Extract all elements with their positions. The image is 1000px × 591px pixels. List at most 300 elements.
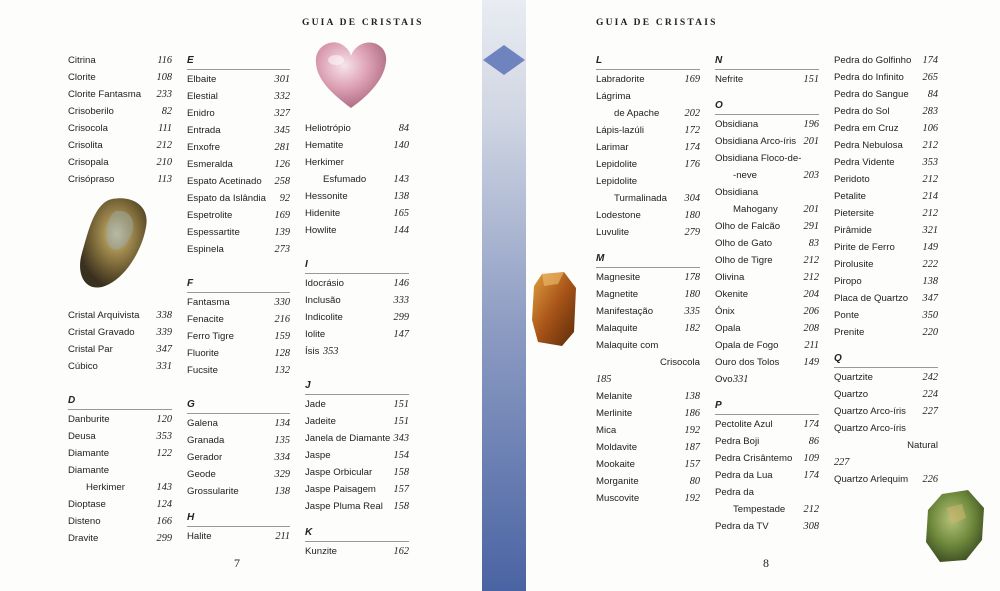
entry-name: Pedra da Lua <box>715 470 773 481</box>
entry-name: Melanite <box>596 391 633 402</box>
entry-name: Gerador <box>187 452 223 463</box>
entry-page: 212 <box>922 208 938 219</box>
entry-name: Ovo <box>715 374 733 385</box>
index-entry <box>305 137 409 154</box>
entry-name: Entrada <box>187 125 221 136</box>
entry-name: Pedra Nebulosa <box>834 140 903 151</box>
index-column-6 <box>834 52 938 488</box>
index-entry <box>187 88 290 105</box>
index-entry <box>834 471 938 488</box>
entry-name: Galena <box>187 418 218 429</box>
index-entry <box>305 343 409 360</box>
index-entry <box>596 71 700 88</box>
entry-page: 201 <box>803 136 819 147</box>
index-entry <box>834 307 938 324</box>
section-letter: I <box>305 256 409 274</box>
index-entry <box>834 369 938 386</box>
index-entry <box>834 52 938 69</box>
index-entry <box>68 445 172 462</box>
entry-name: Indicolite <box>305 312 343 323</box>
index-entry <box>305 543 409 560</box>
entry-page: 350 <box>922 310 938 321</box>
index-entry <box>305 430 409 447</box>
entry-name: Danburite <box>68 414 110 425</box>
entry-name: Jaspe Pluma Real <box>305 501 383 512</box>
entry-page: 134 <box>274 418 290 429</box>
entry-name: Cristal Par <box>68 344 113 355</box>
entry-name: Esmeralda <box>187 159 233 170</box>
index-entry <box>187 294 290 311</box>
entry-page: 211 <box>275 531 290 542</box>
entry-name: Pedra do Infinito <box>834 72 904 83</box>
entry-name: Crisoberilo <box>68 106 114 117</box>
section-letter: H <box>187 509 290 527</box>
index-entry <box>187 224 290 241</box>
index-entry <box>596 286 700 303</box>
entry-name: Crisópraso <box>68 174 115 185</box>
index-entry <box>596 490 700 507</box>
entry-page: 242 <box>922 372 938 383</box>
entry-page: 233 <box>156 89 172 100</box>
entry-name: Olho de Tigre <box>715 255 773 266</box>
entry-page: 174 <box>803 470 819 481</box>
entry-page: 165 <box>393 208 409 219</box>
index-entry <box>596 456 700 473</box>
entry-name: Olivina <box>715 272 745 283</box>
page-header: GUIA DE CRISTAIS <box>596 18 718 28</box>
entry-page: 279 <box>684 227 700 238</box>
index-entry <box>715 433 819 450</box>
entry-page: 329 <box>274 469 290 480</box>
entry-page: 333 <box>393 295 409 306</box>
index-entry <box>596 337 700 354</box>
entry-page: 113 <box>157 174 172 185</box>
entry-name: Okenite <box>715 289 749 300</box>
entry-name: Deusa <box>68 431 96 442</box>
entry-name: Espato Acetinado <box>187 176 262 187</box>
index-entry <box>834 420 938 437</box>
entry-page: 162 <box>393 546 409 557</box>
entry-page: 196 <box>803 119 819 130</box>
entry-page: 157 <box>684 459 700 470</box>
entry-name: Fantasma <box>187 297 230 308</box>
entry-name: Idocrásio <box>305 278 344 289</box>
index-entry <box>68 52 172 69</box>
index-entry <box>834 120 938 137</box>
index-entry <box>596 354 700 371</box>
index-entry <box>305 498 409 515</box>
entry-page: 147 <box>393 329 409 340</box>
right-page <box>526 0 1000 591</box>
entry-page: 201 <box>803 204 819 215</box>
section-letter: M <box>596 250 700 268</box>
entry-name: Espinela <box>187 244 224 255</box>
index-entry <box>596 207 700 224</box>
entry-page: 108 <box>156 72 172 83</box>
entry-page: 304 <box>684 193 700 204</box>
index-entry <box>68 137 172 154</box>
entry-name: Howlite <box>305 225 337 236</box>
entry-page: 335 <box>684 306 700 317</box>
entry-page: 227 <box>922 406 938 417</box>
entry-page: 353 <box>156 431 172 442</box>
entry-page: 84 <box>398 123 409 134</box>
entry-name: Tempestade <box>733 504 786 515</box>
entry-page: 299 <box>156 533 172 544</box>
index-entry <box>834 171 938 188</box>
entry-page: 151 <box>393 416 409 427</box>
index-entry <box>68 358 172 375</box>
index-entry <box>596 303 700 320</box>
index-entry <box>68 86 172 103</box>
entry-page: 143 <box>393 174 409 185</box>
entry-name: Espato da Islândia <box>187 193 266 204</box>
entry-name: Lápis-lazúli <box>596 125 644 136</box>
agate-stone-icon <box>72 193 152 293</box>
section-letter: P <box>715 397 819 415</box>
index-entry <box>834 256 938 273</box>
index-entry <box>305 205 409 222</box>
entry-page: 174 <box>803 419 819 430</box>
entry-name: Larimar <box>596 142 629 153</box>
index-entry <box>715 371 819 388</box>
index-entry <box>715 286 819 303</box>
entry-page: 116 <box>157 55 172 66</box>
section-letter: K <box>305 524 409 542</box>
entry-page: 192 <box>684 425 700 436</box>
entry-page: 158 <box>393 501 409 512</box>
index-entry <box>596 139 700 156</box>
index-entry <box>715 450 819 467</box>
entry-page: 204 <box>803 289 819 300</box>
entry-page: 216 <box>274 314 290 325</box>
entry-name: Grossularite <box>187 486 239 497</box>
entry-page: 212 <box>803 255 819 266</box>
entry-name: Ferro Tigre <box>187 331 234 342</box>
entry-page: 80 <box>689 476 700 487</box>
index-entry <box>187 432 290 449</box>
entry-page: 172 <box>684 125 700 136</box>
index-entry <box>834 386 938 403</box>
entry-page: 222 <box>922 259 938 270</box>
entry-name: Crisolita <box>68 140 103 151</box>
rose-quartz-heart-icon <box>312 38 390 112</box>
page-number: 7 <box>234 556 240 570</box>
entry-name: Quartzo Arlequim <box>834 474 909 485</box>
entry-name: Crisocola <box>660 357 700 368</box>
entry-page: 151 <box>803 74 819 85</box>
entry-name: Obsidiana <box>715 119 759 130</box>
index-entry <box>187 207 290 224</box>
entry-name: Piropo <box>834 276 862 287</box>
index-entry <box>715 320 819 337</box>
entry-name: Jadeite <box>305 416 336 427</box>
entry-page: 258 <box>274 176 290 187</box>
index-entry <box>187 345 290 362</box>
entry-name: Moldavite <box>596 442 638 453</box>
entry-page: 185 <box>596 374 612 385</box>
section-letter: F <box>187 275 290 293</box>
index-entry <box>187 466 290 483</box>
index-entry <box>187 415 290 432</box>
amber-crystal-icon <box>528 270 580 348</box>
entry-page: 86 <box>808 436 819 447</box>
index-entry <box>834 290 938 307</box>
index-entry <box>68 171 172 188</box>
index-entry <box>834 239 938 256</box>
entry-name: Pedra da TV <box>715 521 769 532</box>
entry-name: Fluorite <box>187 348 219 359</box>
entry-name: Herkimer <box>305 157 344 168</box>
index-entry <box>834 154 938 171</box>
section-letter: N <box>715 52 819 70</box>
entry-page: 159 <box>274 331 290 342</box>
entry-page: 273 <box>274 244 290 255</box>
entry-page: 353 <box>922 157 938 168</box>
entry-page: 182 <box>684 323 700 334</box>
index-entry <box>305 326 409 343</box>
entry-name: Luvulite <box>596 227 630 238</box>
entry-name: Nefrite <box>715 74 744 85</box>
index-entry <box>715 167 819 184</box>
index-entry <box>68 324 172 341</box>
index-entry <box>596 405 700 422</box>
entry-name: Labradorite <box>596 74 645 85</box>
index-entry <box>305 120 409 137</box>
entry-name: Ísis <box>305 346 320 357</box>
entry-page: 334 <box>274 452 290 463</box>
index-entry <box>596 122 700 139</box>
entry-page: 109 <box>803 453 819 464</box>
section-letter: J <box>305 377 409 395</box>
index-entry <box>715 218 819 235</box>
entry-name: Hematite <box>305 140 344 151</box>
entry-name: Pirolusite <box>834 259 874 270</box>
index-entry <box>596 156 700 173</box>
entry-name: Quartzo Arco-íris <box>834 423 906 434</box>
entry-name: Petalite <box>834 191 866 202</box>
index-entry <box>596 371 700 388</box>
index-entry <box>596 190 700 207</box>
entry-page: 154 <box>393 450 409 461</box>
index-entry <box>596 439 700 456</box>
entry-page: 291 <box>803 221 819 232</box>
index-entry <box>305 275 409 292</box>
index-entry <box>715 303 819 320</box>
index-entry <box>187 328 290 345</box>
index-entry <box>187 173 290 190</box>
entry-page: 321 <box>922 225 938 236</box>
index-entry <box>187 156 290 173</box>
index-entry <box>715 269 819 286</box>
entry-name: Geode <box>187 469 216 480</box>
index-entry <box>715 416 819 433</box>
index-entry <box>68 307 172 324</box>
entry-name: -neve <box>733 170 757 181</box>
entry-page: 128 <box>274 348 290 359</box>
index-entry <box>68 530 172 547</box>
section-letter: O <box>715 97 819 115</box>
index-entry <box>187 105 290 122</box>
entry-page: 149 <box>922 242 938 253</box>
entry-name: Morganite <box>596 476 639 487</box>
entry-page: 138 <box>274 486 290 497</box>
index-entry <box>715 467 819 484</box>
entry-page: 299 <box>393 312 409 323</box>
index-entry <box>834 324 938 341</box>
entry-name: Jaspe Orbicular <box>305 467 373 478</box>
entry-name: Granada <box>187 435 225 446</box>
entry-page: 330 <box>274 297 290 308</box>
entry-name: Crisopala <box>68 157 109 168</box>
entry-name: Disteno <box>68 516 101 527</box>
entry-name: Natural <box>907 440 938 451</box>
entry-page: 212 <box>922 140 938 151</box>
entry-page: 138 <box>393 191 409 202</box>
entry-name: Peridoto <box>834 174 870 185</box>
index-entry <box>68 462 172 479</box>
entry-name: Halite <box>187 531 212 542</box>
index-entry <box>715 71 819 88</box>
entry-page: 169 <box>684 74 700 85</box>
index-column-1 <box>68 52 172 547</box>
index-entry <box>68 428 172 445</box>
entry-name: Fenacite <box>187 314 224 325</box>
index-entry <box>68 479 172 496</box>
index-entry <box>187 122 290 139</box>
entry-name: Elbaite <box>187 74 217 85</box>
entry-page: 151 <box>393 399 409 410</box>
entry-page: 157 <box>393 484 409 495</box>
index-entry <box>715 235 819 252</box>
entry-name: Magnesite <box>596 272 641 283</box>
entry-name: Pietersite <box>834 208 874 219</box>
entry-page: 206 <box>803 306 819 317</box>
index-column-5 <box>715 52 819 535</box>
entry-name: Cristal Gravado <box>68 327 135 338</box>
entry-page: 111 <box>158 123 172 134</box>
entry-page: 301 <box>274 74 290 85</box>
index-entry <box>68 103 172 120</box>
index-entry <box>68 496 172 513</box>
index-entry <box>305 292 409 309</box>
entry-page: 146 <box>393 278 409 289</box>
index-entry <box>715 484 819 501</box>
index-entry <box>596 422 700 439</box>
index-entry <box>715 501 819 518</box>
entry-page: 212 <box>803 272 819 283</box>
entry-name: Lepidolite <box>596 176 638 187</box>
index-entry <box>68 513 172 530</box>
index-entry <box>305 309 409 326</box>
entry-page: 158 <box>393 467 409 478</box>
entry-name: Pedra Vidente <box>834 157 895 168</box>
entry-name: Malaquite <box>596 323 638 334</box>
entry-page: 126 <box>274 159 290 170</box>
index-entry <box>834 403 938 420</box>
entry-name: de Apache <box>614 108 660 119</box>
index-entry <box>187 71 290 88</box>
entry-page: 92 <box>279 193 290 204</box>
entry-page: 220 <box>922 327 938 338</box>
entry-page: 283 <box>922 106 938 117</box>
entry-name: Clorite Fantasma <box>68 89 142 100</box>
entry-page: 186 <box>684 408 700 419</box>
entry-name: Lepidolite <box>596 159 638 170</box>
entry-page: 82 <box>161 106 172 117</box>
index-column-3 <box>305 120 409 560</box>
entry-page: 210 <box>156 157 172 168</box>
index-entry <box>834 103 938 120</box>
index-entry <box>187 483 290 500</box>
index-entry <box>187 190 290 207</box>
index-entry <box>715 133 819 150</box>
entry-page: 347 <box>922 293 938 304</box>
entry-name: Jaspe <box>305 450 331 461</box>
entry-page: 227 <box>834 457 850 468</box>
entry-name: Kunzite <box>305 546 337 557</box>
index-column-2 <box>187 52 290 545</box>
index-entry <box>834 273 938 290</box>
index-entry <box>187 362 290 379</box>
entry-name: Lodestone <box>596 210 641 221</box>
entry-name: Obsidiana Arco-íris <box>715 136 797 147</box>
index-entry <box>187 449 290 466</box>
entry-name: Quartzite <box>834 372 873 383</box>
entry-page: 174 <box>922 55 938 66</box>
entry-name: Elestial <box>187 91 218 102</box>
entry-name: Opala <box>715 323 741 334</box>
index-entry <box>715 184 819 201</box>
index-entry <box>715 252 819 269</box>
entry-name: Merlinite <box>596 408 633 419</box>
entry-name: Enxofre <box>187 142 221 153</box>
entry-name: Opala de Fogo <box>715 340 779 351</box>
entry-name: Ónix <box>715 306 735 317</box>
section-letter: E <box>187 52 290 70</box>
index-entry <box>68 411 172 428</box>
entry-name: Hessonite <box>305 191 348 202</box>
entry-name: Pedra em Cruz <box>834 123 899 134</box>
index-entry <box>596 388 700 405</box>
entry-name: Quartzo <box>834 389 869 400</box>
entry-name: Magnetite <box>596 289 639 300</box>
entry-name: Hidenite <box>305 208 341 219</box>
entry-page: 347 <box>156 344 172 355</box>
entry-name: Diamante <box>68 448 110 459</box>
entry-name: Obsidiana Floco-de- <box>715 153 802 164</box>
entry-name: Esfumado <box>323 174 367 185</box>
entry-name: Jaspe Paisagem <box>305 484 376 495</box>
index-entry <box>305 222 409 239</box>
entry-page: 353 <box>323 346 339 357</box>
index-entry <box>834 205 938 222</box>
entry-page: 106 <box>922 123 938 134</box>
entry-page: 339 <box>156 327 172 338</box>
book-spine <box>482 0 526 591</box>
entry-name: Pedra da <box>715 487 754 498</box>
index-entry <box>596 105 700 122</box>
entry-name: Pirite de Ferro <box>834 242 895 253</box>
index-entry <box>834 188 938 205</box>
section-letter: L <box>596 52 700 70</box>
entry-page: 149 <box>803 357 819 368</box>
entry-page: 226 <box>922 474 938 485</box>
entry-name: Pedra do Sol <box>834 106 890 117</box>
index-entry <box>715 518 819 535</box>
entry-name: Inclusão <box>305 295 341 306</box>
entry-page: 140 <box>393 140 409 151</box>
